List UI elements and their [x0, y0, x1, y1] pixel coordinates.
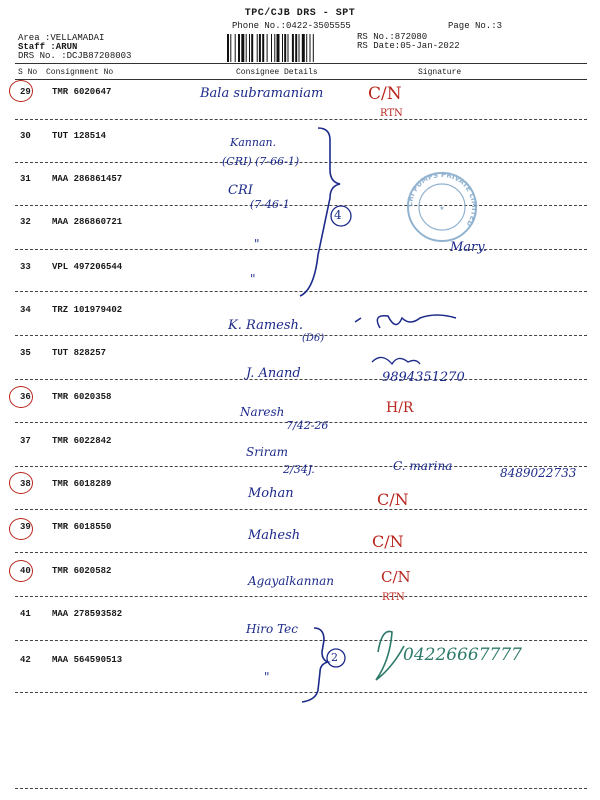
row-consignment-number: MAA 286860721: [52, 217, 123, 227]
r38-consignee: Mohan: [248, 486, 294, 501]
staff-field: Staff :ARUN: [18, 42, 78, 52]
page-number: Page No.:3: [448, 21, 503, 31]
r29-consignee: Bala subramaniam: [200, 86, 324, 101]
row-consignment-number: TMR 6018289: [52, 479, 112, 489]
group2-count: 2: [331, 651, 338, 664]
group1-count: 4: [334, 208, 342, 222]
area-field: Area :VELLAMADAI: [18, 33, 105, 43]
r31-company: (7-46-1: [250, 198, 290, 211]
sheet-title: TPC/CJB DRS - SPT: [244, 8, 356, 19]
row-consignment-number: TUT 828257: [52, 348, 107, 358]
table-row: [0, 174, 600, 194]
row-separator: [15, 552, 587, 553]
row-consignment-number: TMR 6022842: [52, 436, 112, 446]
r39-status-cn: C/N: [372, 532, 404, 551]
row-consignment-number: TRZ 101979402: [52, 305, 123, 315]
r37-address: 2/34J.: [283, 463, 315, 476]
row-separator: [15, 162, 587, 163]
row-serial-number: 31: [20, 174, 31, 184]
r37-consignee: Sriram: [246, 445, 289, 459]
r40-status-cn: C/N: [381, 568, 411, 586]
sno-circle-38: [9, 472, 33, 494]
r37-signature: C. marina: [393, 459, 453, 473]
r42-signature-phone: 04226667777: [403, 645, 522, 665]
row-serial-number: 42: [20, 655, 31, 665]
column-header-sno: S No: [18, 68, 38, 77]
row-separator: [15, 640, 587, 641]
row-serial-number: 40: [20, 566, 31, 576]
row-serial-number: 32: [20, 217, 31, 227]
row-separator: [15, 509, 587, 510]
row-serial-number: 29: [20, 87, 31, 97]
r39-consignee: Mahesh: [248, 528, 301, 543]
row-consignment-number: MAA 278593582: [52, 609, 123, 619]
stamp-text: CRI PUMPS PRIVATE LIMITED: [405, 170, 479, 228]
row-consignment-number: TMR 6018550: [52, 522, 112, 532]
row-serial-number: 37: [20, 436, 31, 446]
row-separator: [15, 692, 587, 693]
r40-consignee: Agayalkannan: [248, 574, 335, 588]
table-row: [0, 609, 600, 629]
table-row: [0, 436, 600, 456]
rs-number: RS No.:872080: [357, 32, 428, 42]
column-header-signature: Signature: [418, 68, 462, 77]
row-consignment-number: MAA 564590513: [52, 655, 123, 665]
sno-circle-40: [9, 560, 33, 582]
header-bottom-rule: [15, 79, 587, 80]
r34-consignee: K. Ramesh.: [228, 318, 304, 333]
r33-ditto: ": [250, 272, 256, 286]
row-serial-number: 34: [20, 305, 31, 315]
column-header-consignee: Consignee Details: [236, 68, 318, 77]
row-serial-number: 39: [20, 522, 31, 532]
row-consignment-number: MAA 286861457: [52, 174, 123, 184]
table-row: [0, 131, 600, 151]
row-consignment-number: TMR 6020647: [52, 87, 112, 97]
r36-consignee: Naresh: [240, 405, 285, 419]
sno-circle-36: [9, 386, 33, 408]
table-row: [0, 392, 600, 412]
drs-number: DRS No. :DCJB87208003: [18, 51, 132, 61]
row-consignment-number: TUT 128514: [52, 131, 107, 141]
header-top-rule: [15, 63, 587, 64]
row-serial-number: 33: [20, 262, 31, 272]
r42-ditto: ": [264, 670, 270, 684]
r29-status-cn: C/N: [368, 84, 402, 104]
sno-circle-39: [9, 518, 33, 540]
svg-text:★: ★: [439, 205, 445, 212]
r34-dept: (D6): [302, 333, 325, 344]
r33-signature: Mary.: [450, 240, 488, 255]
r35-phone: 9894351270: [382, 370, 465, 385]
r32-ditto: ": [254, 237, 260, 251]
row-consignment-number: TMR 6020582: [52, 566, 112, 576]
table-row: [0, 262, 600, 282]
row-separator: [15, 249, 587, 250]
row-separator: [15, 335, 587, 336]
row-serial-number: 41: [20, 609, 31, 619]
row-serial-number: 36: [20, 392, 31, 402]
row-separator: [15, 205, 587, 206]
rs-date: RS Date:05-Jan-2022: [357, 41, 460, 51]
r35-consignee: J. Anand: [246, 366, 301, 381]
row-separator: [15, 119, 587, 120]
row-separator: [15, 596, 587, 597]
row-separator: [15, 291, 587, 292]
r30-company: (CRI) (7-66-1): [222, 155, 300, 168]
row-serial-number: 38: [20, 479, 31, 489]
row-serial-number: 35: [20, 348, 31, 358]
sno-circle-29: [9, 80, 33, 102]
phone-number: Phone No.:0422-3505555: [232, 21, 351, 31]
r31-consignee: CRI: [228, 183, 253, 198]
r36-address: 7/42-26: [286, 419, 329, 432]
r38-status-cn: C/N: [377, 490, 409, 509]
r36-status-hr: H/R: [386, 400, 414, 416]
table-row: [0, 348, 600, 368]
r29-status-rtn: RTN: [380, 108, 403, 119]
row-serial-number: 30: [20, 131, 31, 141]
table-row: [0, 479, 600, 499]
r40-status-rtn: RTN: [382, 592, 405, 603]
row-consignment-number: VPL 497206544: [52, 262, 123, 272]
row-separator: [15, 379, 587, 380]
table-row: [0, 217, 600, 237]
r30-consignee: Kannan.: [230, 136, 277, 149]
footer-rule: [15, 788, 587, 789]
r41-consignee: Hiro Tec: [246, 622, 298, 636]
r37-phone: 8489022733: [500, 466, 577, 480]
column-header-consignment: Consignment No: [46, 68, 114, 77]
barcode-icon: [227, 34, 349, 62]
row-consignment-number: TMR 6020358: [52, 392, 112, 402]
